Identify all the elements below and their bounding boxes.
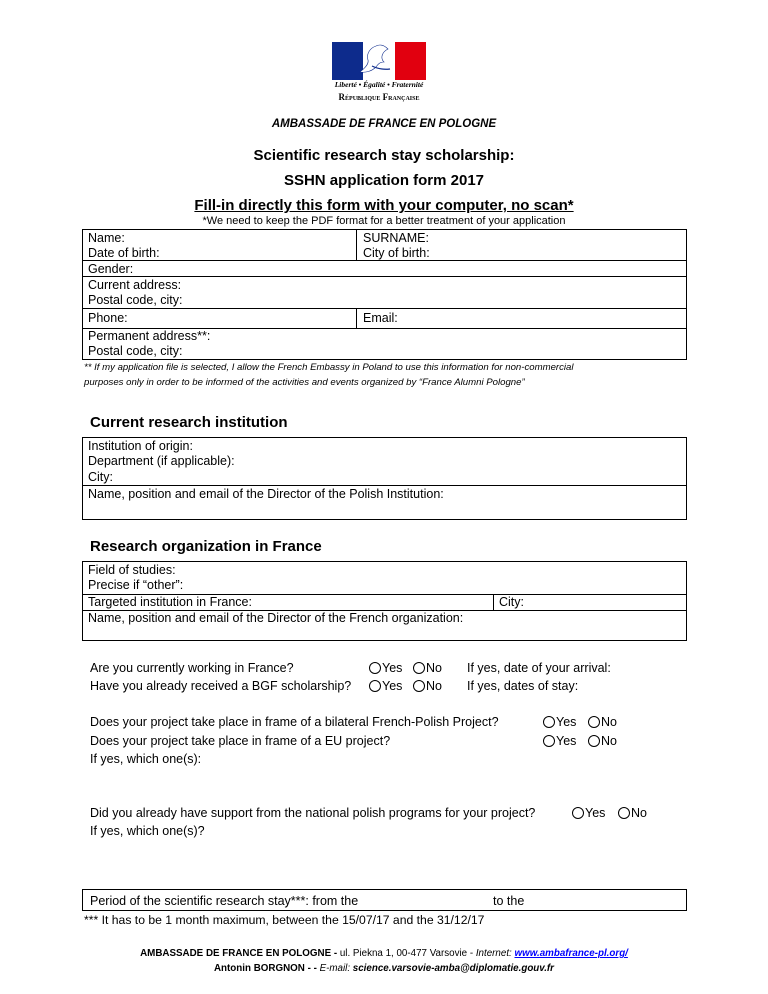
radio-icon[interactable]	[543, 716, 555, 728]
current-address-field[interactable]: Current address:	[88, 278, 182, 292]
footer-line2	[0, 963, 768, 974]
working-france-question: Are you currently working in France?	[90, 661, 294, 675]
eu-no[interactable]: No	[588, 734, 617, 748]
current-institution-table	[82, 437, 687, 520]
radio-icon[interactable]	[618, 807, 630, 819]
eu-which-field[interactable]: If yes, which one(s):	[90, 752, 202, 766]
field-of-studies-field[interactable]: Field of studies:	[88, 563, 176, 577]
bgf-no[interactable]: No	[413, 679, 442, 693]
institution-origin-field[interactable]: Institution of origin:	[88, 439, 193, 453]
flag-graphic	[332, 42, 426, 80]
radio-icon[interactable]	[572, 807, 584, 819]
dates-of-stay-field[interactable]: If yes, dates of stay:	[467, 679, 579, 693]
national-no[interactable]: No	[618, 806, 647, 820]
bilateral-yes[interactable]: Yes	[543, 715, 576, 729]
form-title: Scientific research stay scholarship:	[253, 147, 515, 164]
period-table	[82, 889, 687, 911]
institution-city-field[interactable]: City:	[88, 470, 113, 484]
bilateral-question: Does your project take place in frame of a bilateral French-Polish Project?	[90, 715, 499, 729]
privacy-note-line2: purposes only in order to be informed of the activities and events organized by “France Alumni Pologne”	[84, 377, 525, 388]
eu-question: Does your project take place in frame of a EU project?	[90, 734, 391, 748]
national-yes[interactable]: Yes	[572, 806, 605, 820]
website-link[interactable]: www.ambafrance-pl.org/	[514, 948, 628, 959]
marianne-logo	[328, 42, 430, 105]
eu-yes[interactable]: Yes	[543, 734, 576, 748]
permanent-address-field[interactable]: Permanent address**:	[88, 329, 211, 343]
personal-info-table	[82, 229, 687, 360]
bgf-yes[interactable]: Yes	[369, 679, 402, 693]
footer-line1	[0, 948, 768, 959]
form-subtitle: SSHN application form 2017	[283, 172, 485, 189]
targeted-institution-field[interactable]: Targeted institution in France:	[88, 595, 252, 609]
embassy-heading: AMBASSADE DE FRANCE EN POLOGNE	[271, 118, 497, 130]
radio-icon[interactable]	[543, 735, 555, 747]
marianne-flag-icon	[332, 42, 426, 80]
permanent-postal-field[interactable]: Postal code, city:	[88, 344, 183, 358]
footer-address: ul. Piekna 1, 00-477 Varsovie -	[339, 948, 476, 959]
working-france-no[interactable]: No	[413, 661, 442, 675]
privacy-note-line1: ** If my application file is selected, I allow the French Embassy in Poland to use this information for non-commercial	[84, 362, 574, 373]
french-city-field[interactable]: City:	[499, 595, 524, 609]
french-org-table	[82, 561, 687, 641]
radio-icon[interactable]	[413, 662, 425, 674]
bgf-question: Have you already received a BGF scholarship?	[90, 679, 352, 693]
national-support-question: Did you already have support from the national polish programs for your project?	[90, 806, 536, 820]
period-to-field[interactable]: to the	[493, 894, 525, 908]
format-note: *We need to keep the PDF format for a better treatment of your application	[202, 215, 566, 227]
footer-email-label: E-mail:	[319, 963, 353, 974]
radio-icon[interactable]	[413, 680, 425, 692]
dob-field[interactable]: Date of birth:	[88, 246, 160, 260]
national-which-field[interactable]: If yes, which one(s)?	[90, 824, 205, 838]
phone-field[interactable]: Phone:	[88, 311, 128, 325]
polish-director-field[interactable]: Name, position and email of the Director of the Polish Institution:	[88, 487, 444, 501]
radio-icon[interactable]	[588, 716, 600, 728]
email-field[interactable]: Email:	[363, 311, 398, 325]
footer-embassy: AMBASSADE DE FRANCE EN POLOGNE -	[140, 948, 340, 959]
city-of-birth-field[interactable]: City of birth:	[363, 246, 430, 260]
radio-icon[interactable]	[588, 735, 600, 747]
logo-country: République Française	[338, 92, 420, 102]
postal-code-field[interactable]: Postal code, city:	[88, 293, 183, 307]
arrival-date-field[interactable]: If yes, date of your arrival:	[467, 661, 611, 675]
current-institution-heading: Current research institution	[90, 414, 288, 431]
department-field[interactable]: Department (if applicable):	[88, 454, 235, 468]
bilateral-no[interactable]: No	[588, 715, 617, 729]
form-instruction: Fill-in directly this form with your computer, no scan*	[194, 197, 574, 214]
working-france-yes[interactable]: Yes	[369, 661, 402, 675]
radio-icon[interactable]	[369, 662, 381, 674]
radio-icon[interactable]	[369, 680, 381, 692]
french-org-heading: Research organization in France	[90, 538, 322, 555]
logo-motto: Liberté • Égalité • Fraternité	[334, 80, 424, 89]
footer-contact: Antonin BORGNON - -	[213, 963, 320, 974]
name-field[interactable]: Name:	[88, 231, 125, 245]
footer-email[interactable]: science.varsovie-amba@diplomatie.gouv.fr	[352, 963, 554, 974]
surname-field[interactable]: SURNAME:	[363, 231, 429, 245]
period-from-field[interactable]: Period of the scientific research stay***: from the	[90, 894, 359, 908]
period-note: *** It has to be 1 month maximum, between the 15/07/17 and the 31/12/17	[84, 913, 485, 927]
french-director-field[interactable]: Name, position and email of the Director of the French organization:	[88, 611, 464, 625]
precise-other-field[interactable]: Precise if “other”:	[88, 578, 184, 592]
gender-field[interactable]: Gender:	[88, 262, 134, 276]
footer-internet-label: Internet:	[475, 948, 515, 959]
